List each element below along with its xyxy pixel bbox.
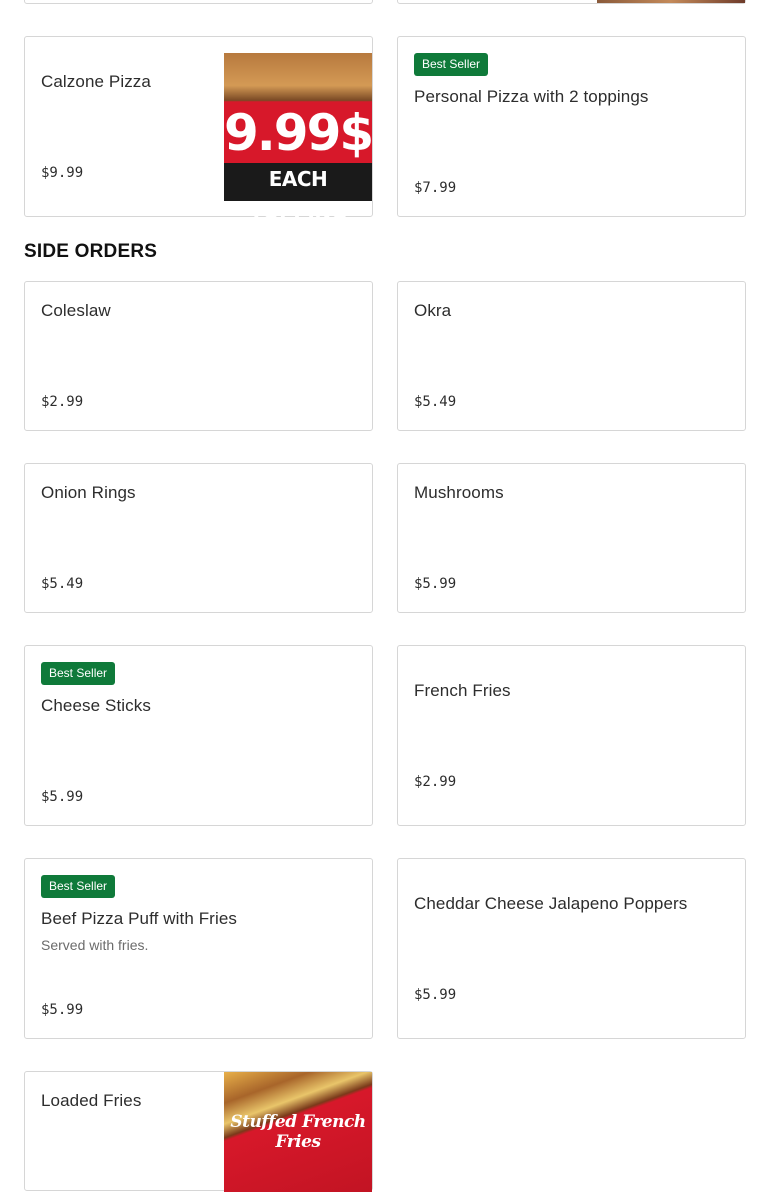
menu-item-calzone-pizza[interactable] [24,36,373,223]
item-name: Personal Pizza with 2 toppings [414,87,649,106]
item-name: Coleslaw [41,301,111,320]
item-price: $5.99 [414,576,457,592]
item-name: Cheese Sticks [41,696,151,715]
item-name: French Fries [414,681,511,700]
item-price: $7.99 [414,180,457,196]
item-name: Okra [414,301,452,320]
item-description: Served with fries. [41,937,149,953]
promo-caption [224,163,372,223]
promo-price-text: 9.99$ [224,104,373,162]
item-price: $5.49 [41,576,84,592]
item-price: $2.99 [414,774,457,790]
calzone-image [224,53,373,223]
best-seller-badge: Best Seller [414,53,488,76]
item-price: $2.99 [41,394,84,410]
menu-item-loaded-fries[interactable] [24,1071,373,1191]
promo-caption-text: Stuffed French Fries [230,1112,366,1152]
item-price: $9.99 [41,165,84,181]
menu-item-coleslaw[interactable] [24,281,373,431]
item-price: $5.99 [41,789,84,805]
item-name: Calzone Pizza [41,72,151,91]
item-price: $5.99 [41,1002,84,1018]
menu-item-mushrooms[interactable] [397,463,746,613]
item-name: Beef Pizza Puff with Fries [41,909,237,928]
item-name: Loaded Fries [41,1091,142,1110]
item-name: Onion Rings [41,483,136,502]
item-name: Cheddar Cheese Jalapeno Poppers [414,894,688,913]
menu-item-jalapeno-poppers[interactable] [397,858,746,1039]
menu-item-card-partial-right[interactable] [397,0,746,4]
menu-item-beef-pizza-puff[interactable] [24,858,373,1039]
item-price: $5.99 [414,987,457,1003]
best-seller-badge: Best Seller [41,875,115,898]
menu-item-card-partial-left[interactable] [24,0,373,4]
menu-item-french-fries[interactable] [397,645,746,826]
section-title-side-orders: SIDE ORDERS [24,241,158,262]
loaded-fries-image [224,1072,372,1192]
menu-item-onion-rings[interactable] [24,463,373,613]
best-seller-badge: Best Seller [41,662,115,685]
promo-caption-text: EACH TOPPING [249,167,347,223]
menu-item-personal-pizza[interactable] [397,36,746,217]
food-image [597,0,745,3]
menu-item-okra[interactable] [397,281,746,431]
item-price: $5.49 [414,394,457,410]
menu-item-cheese-sticks[interactable] [24,645,373,826]
item-name: Mushrooms [414,483,504,502]
